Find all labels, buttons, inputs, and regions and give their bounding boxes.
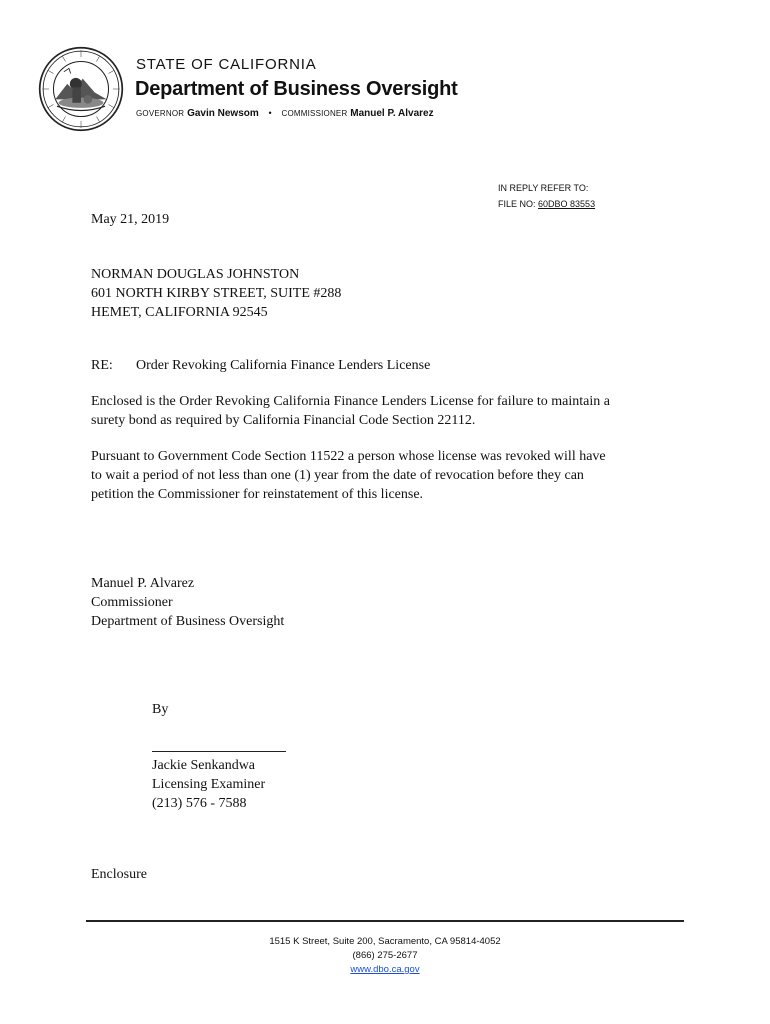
department-name: Department of Business Oversight bbox=[135, 78, 458, 100]
paragraph-enclosed bbox=[91, 392, 610, 430]
signatory-block bbox=[91, 574, 284, 631]
file-number: 60DBO 83553 bbox=[538, 199, 596, 209]
separator-dot: • bbox=[268, 108, 272, 118]
footer-address: 1515 K Street, Suite 200, Sacramento, CA 95814-4052 bbox=[269, 936, 501, 947]
examiner-line: (213) 576 - 7588 bbox=[152, 796, 247, 811]
paragraph-line: to wait a period of not less than one (1) year from the date of revocation before they can bbox=[91, 468, 584, 483]
paragraph-line: Pursuant to Government Code Section 11522 a person whose license was revoked will have bbox=[91, 449, 606, 464]
reply-label: IN REPLY REFER TO: bbox=[498, 183, 589, 193]
footer bbox=[86, 935, 684, 977]
paragraph-line: petition the Commissioner for reinstatement of this license. bbox=[91, 487, 424, 502]
subject-line bbox=[91, 356, 430, 375]
re-label: RE: bbox=[91, 358, 113, 373]
address-line: NORMAN DOUGLAS JOHNSTON bbox=[91, 267, 300, 282]
enclosure-label: Enclosure bbox=[91, 867, 147, 882]
file-label: FILE NO: bbox=[498, 199, 536, 209]
by-label: By bbox=[152, 702, 169, 717]
examiner-line: Licensing Examiner bbox=[152, 777, 266, 792]
footer-phone: (866) 275-2677 bbox=[352, 950, 418, 961]
recipient-address bbox=[91, 265, 341, 322]
footer-divider bbox=[86, 920, 684, 922]
file-number-line bbox=[498, 196, 595, 212]
signatory-line: Commissioner bbox=[91, 595, 173, 610]
governor-label: GOVERNOR bbox=[136, 109, 185, 118]
signature-line bbox=[152, 751, 286, 752]
examiner-line: Jackie Senkandwa bbox=[152, 758, 256, 773]
reply-reference bbox=[498, 180, 595, 212]
officials-line bbox=[136, 108, 434, 119]
re-subject: Order Revoking California Finance Lenders License bbox=[136, 358, 431, 373]
paragraph-line: surety bond as required by California Financial Code Section 22112. bbox=[91, 413, 476, 428]
address-line: 601 NORTH KIRBY STREET, SUITE #288 bbox=[91, 286, 342, 301]
governor-name: Gavin Newsom bbox=[187, 108, 259, 119]
examiner-block bbox=[152, 756, 265, 813]
state-name: STATE OF CALIFORNIA bbox=[136, 56, 317, 73]
website-link[interactable]: www.dbo.ca.gov bbox=[350, 964, 420, 975]
signatory-line: Manuel P. Alvarez bbox=[91, 576, 195, 591]
letter-date: May 21, 2019 bbox=[91, 212, 170, 227]
commissioner-label: COMMISSIONER bbox=[281, 109, 348, 118]
paragraph-line: Enclosed is the Order Revoking California Finance Lenders License for failure to maintain a bbox=[91, 394, 610, 409]
address-line: HEMET, CALIFORNIA 92545 bbox=[91, 305, 268, 320]
signatory-line: Department of Business Oversight bbox=[91, 614, 285, 629]
paragraph-pursuant bbox=[91, 447, 606, 504]
state-seal-icon bbox=[38, 46, 124, 132]
commissioner-name: Manuel P. Alvarez bbox=[350, 108, 434, 119]
